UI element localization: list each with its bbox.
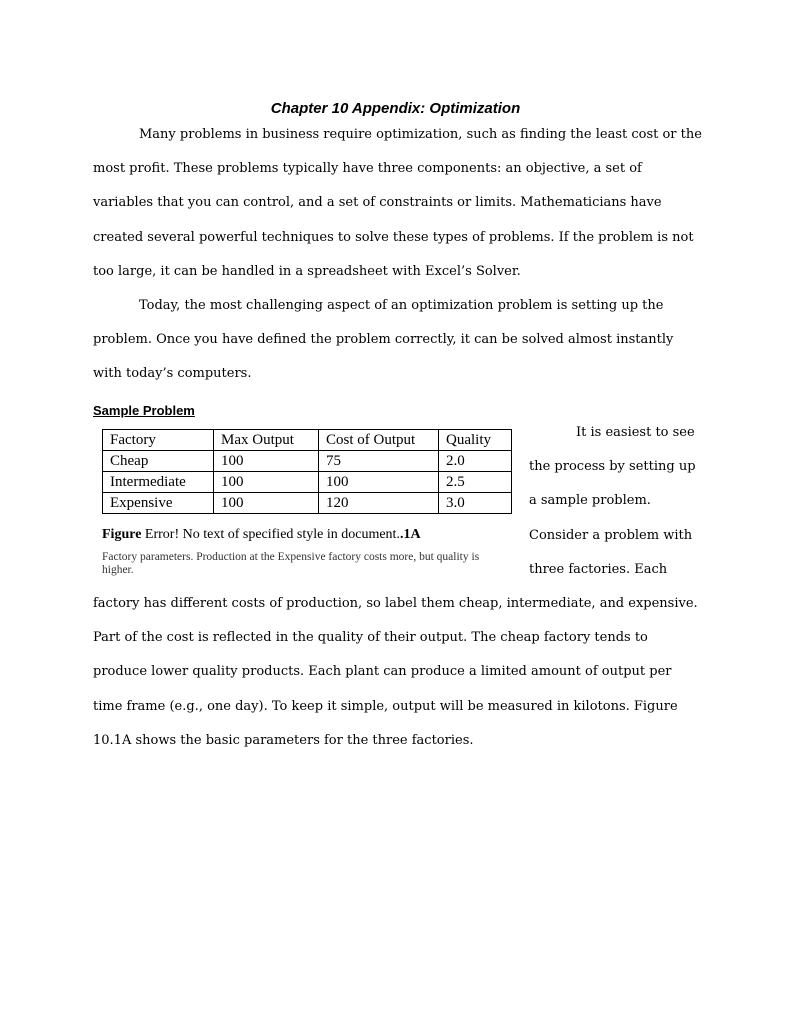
figure-number: .1A: [399, 527, 421, 542]
table-header-cell: Factory: [103, 430, 214, 451]
side-text-line: a sample problem.: [529, 493, 651, 509]
table-row: [103, 451, 512, 472]
table-cell: 100: [214, 451, 319, 472]
figure-description: Factory parameters. Production at the Expensive factory costs more, but quality is higher.: [102, 551, 480, 576]
table-cell: 100: [319, 472, 439, 493]
page-title: Chapter 10 Appendix: Optimization: [270, 100, 521, 117]
table-header-row: [103, 430, 512, 451]
table-cell: 100: [214, 472, 319, 493]
figure-caption: [102, 526, 421, 544]
table-cell: Expensive: [103, 493, 214, 514]
second-paragraph: Today, the most challenging aspect of an optimization problem is setting up the problem. Once you have defined the problem correctly, it can be solved almost instantly with today’s computers.: [93, 298, 674, 382]
table-header-cell: Max Output: [214, 430, 319, 451]
figure-label: Figure: [102, 527, 142, 542]
table-cell: 2.0: [439, 451, 512, 472]
side-text-line: three factories. Each: [529, 561, 668, 577]
table-cell: 3.0: [439, 493, 512, 514]
table-row: [103, 493, 512, 514]
table-header-cell: Cost of Output: [319, 430, 439, 451]
continuation-paragraph: factory has different costs of production, so label them cheap, intermediate, and expensive. Part of the cost is reflected in the quality of their output. The cheap factory tends to produce lower quality products. Each plant can produce a limited amount of output per time frame (e.g., one day). To keep it simple, output will be measured in kilotons. Figure 10.1A shows the basic parameters for the three factories.: [93, 596, 698, 748]
factory-parameters-table: [102, 429, 512, 514]
figure-error-text: Error! No text of specified style in document.: [141, 527, 400, 542]
table-row: [103, 472, 512, 493]
side-text-line: the process by setting up: [529, 459, 696, 475]
table-cell: Cheap: [103, 451, 214, 472]
table-cell: Intermediate: [103, 472, 214, 493]
table-cell: 75: [319, 451, 439, 472]
table-cell: 100: [214, 493, 319, 514]
side-text-line: It is easiest to see: [576, 425, 695, 440]
table-header-cell: Quality: [439, 430, 512, 451]
table-cell: 2.5: [439, 472, 512, 493]
intro-paragraph: Many problems in business require optimization, such as finding the least cost or the most profit. These problems typically have three components: an objective, a set of variables that you can control, and a set of constraints or limits. Mathematicians have created several powerful techniques to solve these types of problems. If the problem is not too large, it can be handled in a spreadsheet with Excel’s Solver.: [93, 127, 702, 279]
table-cell: 120: [319, 493, 439, 514]
wrapped-side-text: [529, 416, 699, 587]
section-heading: Sample Problem: [93, 403, 195, 418]
side-text-line: Consider a problem with: [529, 527, 693, 543]
